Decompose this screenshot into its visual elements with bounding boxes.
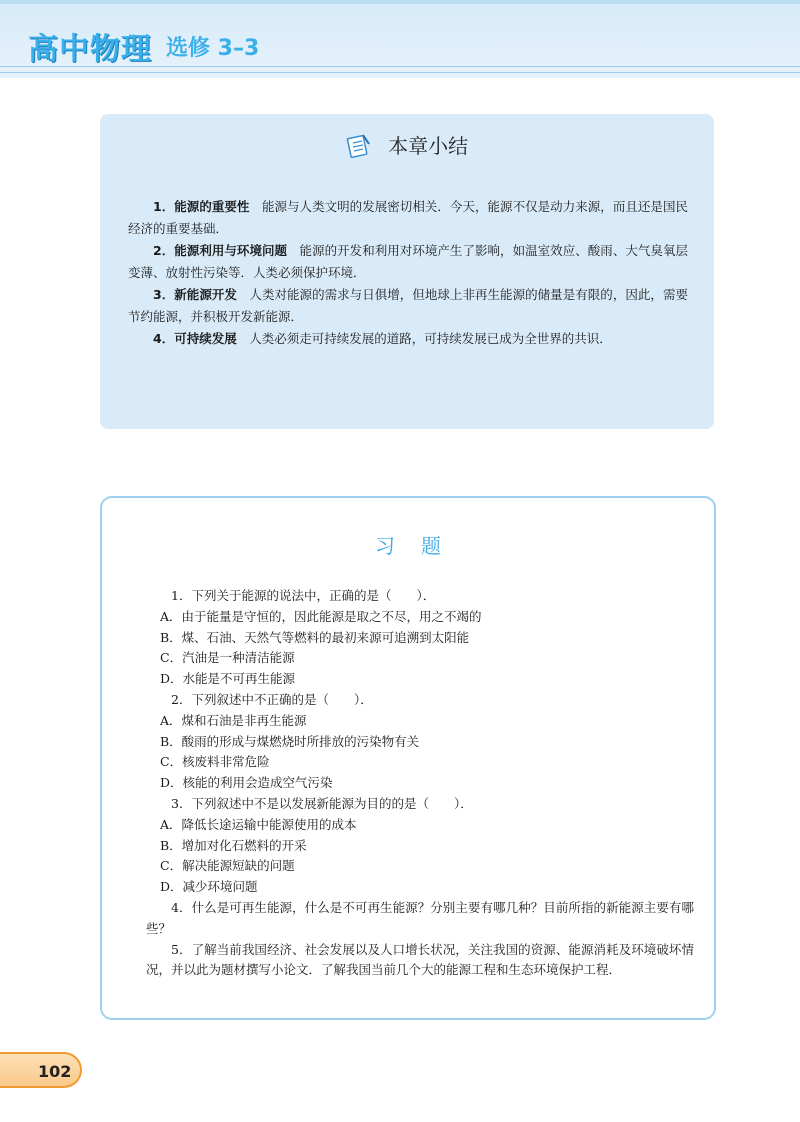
option: B．煤、石油、天然气等燃料的最初来源可追溯到太阳能 bbox=[160, 629, 470, 645]
book-title: 高中物理 bbox=[28, 32, 152, 67]
question-5: 5．了解当前我国经济、社会发展以及人口增长状况，关注我国的资源、能源消耗及环境破坏情况，并以此为题材撰写小论文．了解我国当前几个大的能源工程和生态环境保护工程． bbox=[146, 941, 694, 978]
header-top-rule bbox=[0, 0, 800, 4]
summary-desc: 能源与人类文明的发展密切相关．今天，能源不仅是动力来源，而且还是国民经济的重要基础． bbox=[128, 199, 688, 236]
chapter-summary-box bbox=[100, 114, 714, 429]
summary-text bbox=[128, 196, 688, 350]
option: D．核能的利用会造成空气污染 bbox=[160, 775, 333, 791]
question-2: 2．下列叙述中不正确的是（ ）． bbox=[171, 691, 373, 707]
book-volume: 选修 3–3 bbox=[166, 36, 260, 61]
exercise-box bbox=[100, 496, 716, 1020]
question-1: 1．下列关于能源的说法中，正确的是（ ）． bbox=[171, 588, 436, 603]
page-header bbox=[0, 0, 800, 78]
exercise-title: 习题 bbox=[375, 534, 467, 558]
summary-term: 3．新能源开发 bbox=[153, 287, 237, 302]
summary-term: 4．可持续发展 bbox=[153, 331, 237, 346]
option: A．煤和石油是非再生能源 bbox=[160, 712, 307, 728]
header-divider bbox=[0, 72, 800, 73]
summary-desc: 能源的开发和利用对环境产生了影响，如温室效应、酸雨、大气臭氧层变薄、放射性污染等．人类必须保护环境． bbox=[128, 243, 688, 280]
summary-item bbox=[128, 328, 688, 350]
option: D．减少环境问题 bbox=[160, 879, 258, 895]
question-3: 3．下列叙述中不是以发展新能源为目的的是（ ）． bbox=[171, 795, 473, 811]
page-number: 102 bbox=[38, 1062, 72, 1081]
option: D．水能是不可再生能源 bbox=[160, 671, 296, 687]
option: C．解决能源短缺的问题 bbox=[160, 858, 295, 874]
option: B．增加对化石燃料的开采 bbox=[160, 837, 307, 853]
summary-term: 1．能源的重要性 bbox=[153, 199, 250, 214]
question-4: 4．什么是可再生能源，什么是不可再生能源？分别主要有哪几种？目前所指的新能源主要有哪些？ bbox=[146, 899, 694, 936]
summary-heading bbox=[100, 130, 714, 163]
summary-item bbox=[128, 284, 688, 328]
notepad-icon bbox=[346, 132, 372, 163]
option: A．由于能量是守恒的，因此能源是取之不尽，用之不竭的 bbox=[160, 608, 482, 624]
summary-desc: 人类对能源的需求与日俱增，但地球上非再生能源的储量是有限的，因此，需要节约能源，并积极开发新能源． bbox=[128, 287, 688, 324]
summary-heading-text: 本章小结 bbox=[388, 134, 469, 158]
option: C．核废料非常危险 bbox=[160, 754, 270, 770]
summary-term: 2．能源利用与环境问题 bbox=[153, 243, 288, 258]
summary-item bbox=[128, 196, 688, 240]
option: A．降低长途运输中能源使用的成本 bbox=[160, 816, 357, 832]
summary-item bbox=[128, 240, 688, 284]
exercise-list bbox=[146, 586, 694, 981]
option: C．汽油是一种清洁能源 bbox=[160, 650, 295, 666]
option: B．酸雨的形成与煤燃烧时所排放的污染物有关 bbox=[160, 733, 420, 749]
summary-desc: 人类必须走可持续发展的道路，可持续发展已成为全世界的共识． bbox=[249, 331, 612, 346]
